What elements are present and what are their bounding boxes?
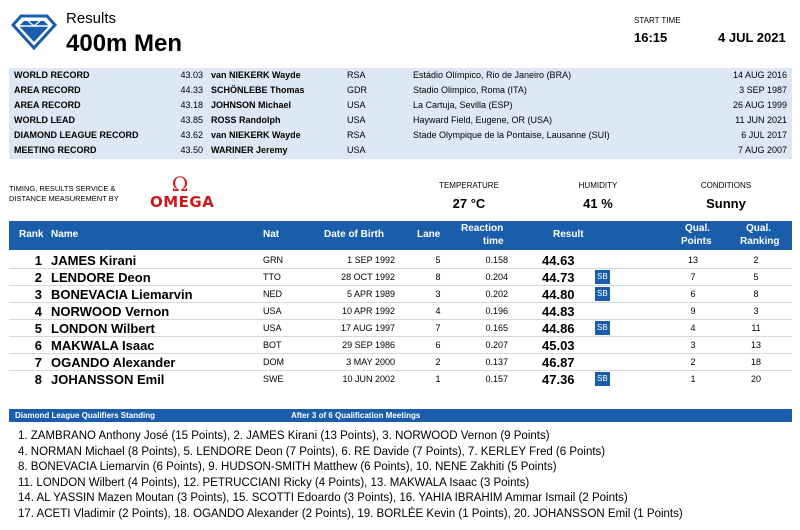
result-time: 44.86 bbox=[542, 321, 575, 336]
diamond-league-logo bbox=[9, 12, 59, 50]
reaction-time: 0.204 bbox=[485, 272, 508, 282]
reaction-time: 0.207 bbox=[485, 340, 508, 350]
qual-points: 7 bbox=[690, 272, 696, 282]
record-row bbox=[9, 113, 792, 128]
result-time: 46.87 bbox=[542, 355, 575, 370]
temperature-value: 27 °C bbox=[452, 196, 486, 211]
athlete-nat: USA bbox=[263, 306, 282, 316]
record-venue: Hayward Field, Eugene, OR (USA) bbox=[413, 115, 553, 125]
start-time: 16:15 bbox=[634, 30, 668, 45]
athlete-name: NORWOOD Vernon bbox=[51, 304, 170, 319]
table-row bbox=[9, 354, 792, 371]
record-value: 43.03 bbox=[180, 70, 203, 80]
header-qual-ranking-1: Qual. bbox=[746, 223, 772, 234]
header-dob: Date of Birth bbox=[324, 229, 384, 240]
table-row bbox=[9, 269, 792, 286]
header-reaction-2: time bbox=[483, 236, 504, 247]
record-value: 43.50 bbox=[180, 145, 203, 155]
athlete-dob: 28 OCT 1992 bbox=[341, 272, 395, 282]
athlete-lane: 3 bbox=[435, 289, 441, 299]
conditions-block bbox=[671, 181, 781, 211]
omega-logo bbox=[150, 172, 215, 213]
record-row bbox=[9, 128, 792, 143]
results-label: Results bbox=[66, 10, 117, 27]
reaction-time: 0.165 bbox=[485, 323, 508, 333]
record-nat: USA bbox=[347, 115, 366, 125]
result-rank: 6 bbox=[34, 338, 42, 353]
qual-ranking: 13 bbox=[750, 340, 761, 350]
qual-ranking: 18 bbox=[750, 357, 761, 367]
record-date: 6 JUL 2017 bbox=[741, 130, 787, 140]
athlete-nat: DOM bbox=[263, 357, 284, 367]
athlete-lane: 5 bbox=[435, 255, 441, 265]
omega-wordmark: OMEGA bbox=[150, 193, 215, 211]
qual-ranking: 3 bbox=[753, 306, 759, 316]
result-time: 44.80 bbox=[542, 287, 575, 302]
result-time: 44.73 bbox=[542, 270, 575, 285]
record-holder: van NIEKERK Wayde bbox=[211, 70, 301, 80]
qual-points: 4 bbox=[690, 323, 696, 333]
reaction-time: 0.202 bbox=[485, 289, 508, 299]
season-best-badge: SB bbox=[595, 287, 610, 301]
result-rank: 3 bbox=[34, 287, 42, 302]
table-row bbox=[9, 286, 792, 303]
record-name: AREA RECORD bbox=[14, 85, 81, 95]
athlete-dob: 1 SEP 1992 bbox=[347, 255, 395, 265]
record-name: DIAMOND LEAGUE RECORD bbox=[14, 130, 139, 140]
qual-ranking: 2 bbox=[753, 255, 759, 265]
results-table-header bbox=[9, 221, 792, 250]
athlete-lane: 6 bbox=[435, 340, 441, 350]
result-rank: 7 bbox=[34, 355, 42, 370]
result-time: 44.83 bbox=[542, 304, 575, 319]
qual-points: 2 bbox=[690, 357, 696, 367]
record-holder: ROSS Randolph bbox=[211, 115, 281, 125]
header-name: Name bbox=[51, 229, 79, 240]
record-venue: Stade Olympique de la Pontaise, Lausanne (SUI) bbox=[413, 130, 610, 140]
athlete-lane: 1 bbox=[435, 374, 441, 384]
table-row bbox=[9, 252, 792, 269]
athlete-dob: 5 APR 1989 bbox=[346, 289, 395, 299]
standings-list bbox=[18, 429, 798, 522]
record-row bbox=[9, 83, 792, 98]
season-best-badge: SB bbox=[595, 270, 610, 284]
athlete-dob: 29 SEP 1986 bbox=[342, 340, 395, 350]
standings-bar bbox=[9, 409, 792, 422]
record-name: WORLD LEAD bbox=[14, 115, 75, 125]
result-time: 44.63 bbox=[542, 253, 575, 268]
start-time-label: START TIME bbox=[634, 16, 681, 25]
athlete-dob: 17 AUG 1997 bbox=[340, 323, 395, 333]
header-result: Result bbox=[553, 229, 584, 240]
record-holder: WARINER Jeremy bbox=[211, 145, 288, 155]
athlete-name: BONEVACIA Liemarvin bbox=[51, 287, 193, 302]
athlete-name: OGANDO Alexander bbox=[51, 355, 176, 370]
record-name: AREA RECORD bbox=[14, 100, 81, 110]
reaction-time: 0.137 bbox=[485, 357, 508, 367]
result-rank: 8 bbox=[34, 372, 42, 387]
record-value: 43.18 bbox=[180, 100, 203, 110]
record-venue: Stadio Olimpico, Roma (ITA) bbox=[413, 85, 527, 95]
athlete-lane: 7 bbox=[435, 323, 441, 333]
season-best-badge: SB bbox=[595, 372, 610, 386]
conditions-value: Sunny bbox=[706, 196, 746, 211]
reaction-time: 0.157 bbox=[485, 374, 508, 384]
record-date: 11 JUN 2021 bbox=[735, 115, 787, 125]
event-date: 4 JUL 2021 bbox=[718, 30, 786, 45]
qual-ranking: 20 bbox=[750, 374, 761, 384]
qual-ranking: 5 bbox=[753, 272, 759, 282]
athlete-dob: 3 MAY 2000 bbox=[346, 357, 395, 367]
qual-points: 9 bbox=[690, 306, 696, 316]
record-nat: USA bbox=[347, 100, 366, 110]
result-time: 45.03 bbox=[542, 338, 575, 353]
table-row bbox=[9, 303, 792, 320]
standings-line: 8. BONEVACIA Liemarvin (6 Points), 9. HUDSON-SMITH Matthew (6 Points), 10. NENE Zakhiti (5 Points) bbox=[18, 461, 557, 473]
athlete-nat: GRN bbox=[263, 255, 283, 265]
timing-label-line2: DISTANCE MEASUREMENT BY bbox=[9, 194, 119, 203]
result-rank: 5 bbox=[34, 321, 42, 336]
header-qual-ranking-2: Ranking bbox=[740, 236, 780, 247]
athlete-nat: USA bbox=[263, 323, 282, 333]
result-rank: 2 bbox=[34, 270, 42, 285]
athlete-name: LONDON Wilbert bbox=[51, 321, 155, 336]
athlete-name: JAMES Kirani bbox=[51, 253, 137, 268]
result-rank: 4 bbox=[34, 304, 42, 319]
standings-meetings: After 3 of 6 Qualification Meetings bbox=[291, 411, 421, 420]
record-value: 43.62 bbox=[180, 130, 203, 140]
standings-title: Diamond League Qualifiers Standing bbox=[15, 411, 156, 420]
header-qual-points-1: Qual. bbox=[685, 223, 711, 234]
timing-label bbox=[9, 184, 129, 204]
athlete-name: JOHANSSON Emil bbox=[51, 372, 165, 387]
record-nat: RSA bbox=[347, 70, 366, 80]
record-holder: van NIEKERK Wayde bbox=[211, 130, 301, 140]
record-value: 43.85 bbox=[180, 115, 203, 125]
record-row bbox=[9, 68, 792, 83]
conditions-label: CONDITIONS bbox=[700, 181, 752, 190]
record-row bbox=[9, 98, 792, 113]
athlete-lane: 4 bbox=[435, 306, 441, 316]
reaction-time: 0.158 bbox=[485, 255, 508, 265]
record-nat: RSA bbox=[347, 130, 366, 140]
standings-line: 17. ACETI Vladimir (2 Points), 18. OGANDO Alexander (2 Points), 19. BORLÉE Kevin (1 Points), 20. JOHANSSON Emil (1 Points) bbox=[18, 507, 683, 520]
athlete-lane: 8 bbox=[435, 272, 441, 282]
standings-line: 1. ZAMBRANO Anthony José (15 Points), 2. JAMES Kirani (13 Points), 3. NORWOOD Vernon (9 Points) bbox=[18, 430, 550, 442]
season-best-badge: SB bbox=[595, 321, 610, 335]
reaction-time: 0.196 bbox=[485, 306, 508, 316]
qual-points: 1 bbox=[690, 374, 696, 384]
athlete-nat: NED bbox=[263, 289, 283, 299]
humidity-label: HUMIDITY bbox=[578, 181, 618, 190]
header bbox=[0, 0, 800, 66]
athlete-dob: 10 JUN 2002 bbox=[342, 374, 395, 384]
record-date: 7 AUG 2007 bbox=[737, 145, 787, 155]
qual-ranking: 8 bbox=[753, 289, 759, 299]
table-row bbox=[9, 337, 792, 354]
temperature-label: TEMPERATURE bbox=[439, 181, 499, 190]
omega-symbol-icon: Ω bbox=[171, 172, 189, 196]
record-nat: GDR bbox=[347, 85, 367, 95]
table-row bbox=[9, 320, 792, 337]
standings-line: 4. NORMAN Michael (8 Points), 5. LENDORE Deon (7 Points), 6. RE Davide (7 Points), 7. KERLEY Fred (6 Points) bbox=[18, 445, 606, 458]
qual-points: 6 bbox=[690, 289, 696, 299]
record-date: 14 AUG 2016 bbox=[732, 70, 787, 80]
record-venue: Estádio Olímpico, Rio de Janeiro (BRA) bbox=[413, 70, 572, 80]
humidity-value: 41 % bbox=[583, 196, 613, 211]
header-qual-points-2: Points bbox=[681, 236, 712, 247]
athlete-lane: 2 bbox=[435, 357, 441, 367]
header-lane: Lane bbox=[417, 229, 441, 240]
qual-points: 13 bbox=[687, 255, 698, 265]
record-date: 26 AUG 1999 bbox=[732, 100, 787, 110]
athlete-name: MAKWALA Isaac bbox=[51, 338, 155, 353]
athlete-name: LENDORE Deon bbox=[51, 270, 151, 285]
record-nat: USA bbox=[347, 145, 366, 155]
record-name: MEETING RECORD bbox=[14, 145, 97, 155]
athlete-dob: 10 APR 1992 bbox=[341, 306, 395, 316]
result-time: 47.36 bbox=[542, 372, 575, 387]
records-panel bbox=[9, 68, 792, 159]
result-rank: 1 bbox=[34, 253, 42, 268]
athlete-nat: SWE bbox=[263, 374, 284, 384]
temperature-block bbox=[414, 181, 524, 211]
record-value: 44.33 bbox=[180, 85, 203, 95]
record-venue: La Cartuja, Sevilla (ESP) bbox=[413, 100, 513, 110]
athlete-nat: TTO bbox=[263, 272, 281, 282]
athlete-nat: BOT bbox=[263, 340, 282, 350]
record-name: WORLD RECORD bbox=[14, 70, 90, 80]
qual-points: 3 bbox=[690, 340, 696, 350]
header-reaction-1: Reaction bbox=[461, 223, 504, 234]
standings-line: 14. AL YASSIN Mazen Moutan (3 Points), 15. SCOTTI Edoardo (3 Points), 16. YAHIA IBRAHIM Ammar Ismail (2 Points) bbox=[18, 492, 628, 504]
standings-line: 11. LONDON Wilbert (4 Points), 12. PETRUCCIANI Ricky (4 Points), 13. MAKWALA Isaac (3 Points) bbox=[18, 476, 530, 489]
humidity-block bbox=[543, 181, 653, 211]
record-date: 3 SEP 1987 bbox=[739, 85, 787, 95]
table-row bbox=[9, 371, 792, 388]
record-holder: SCHÖNLEBE Thomas bbox=[211, 85, 305, 95]
header-rank: Rank bbox=[19, 229, 44, 240]
timing-label-line1: TIMING, RESULTS SERVICE & bbox=[9, 184, 116, 193]
record-holder: JOHNSON Michael bbox=[211, 100, 292, 110]
event-title: 400m Men bbox=[66, 30, 183, 57]
record-row bbox=[9, 143, 792, 158]
qual-ranking: 11 bbox=[751, 323, 761, 333]
header-nat: Nat bbox=[263, 229, 280, 240]
